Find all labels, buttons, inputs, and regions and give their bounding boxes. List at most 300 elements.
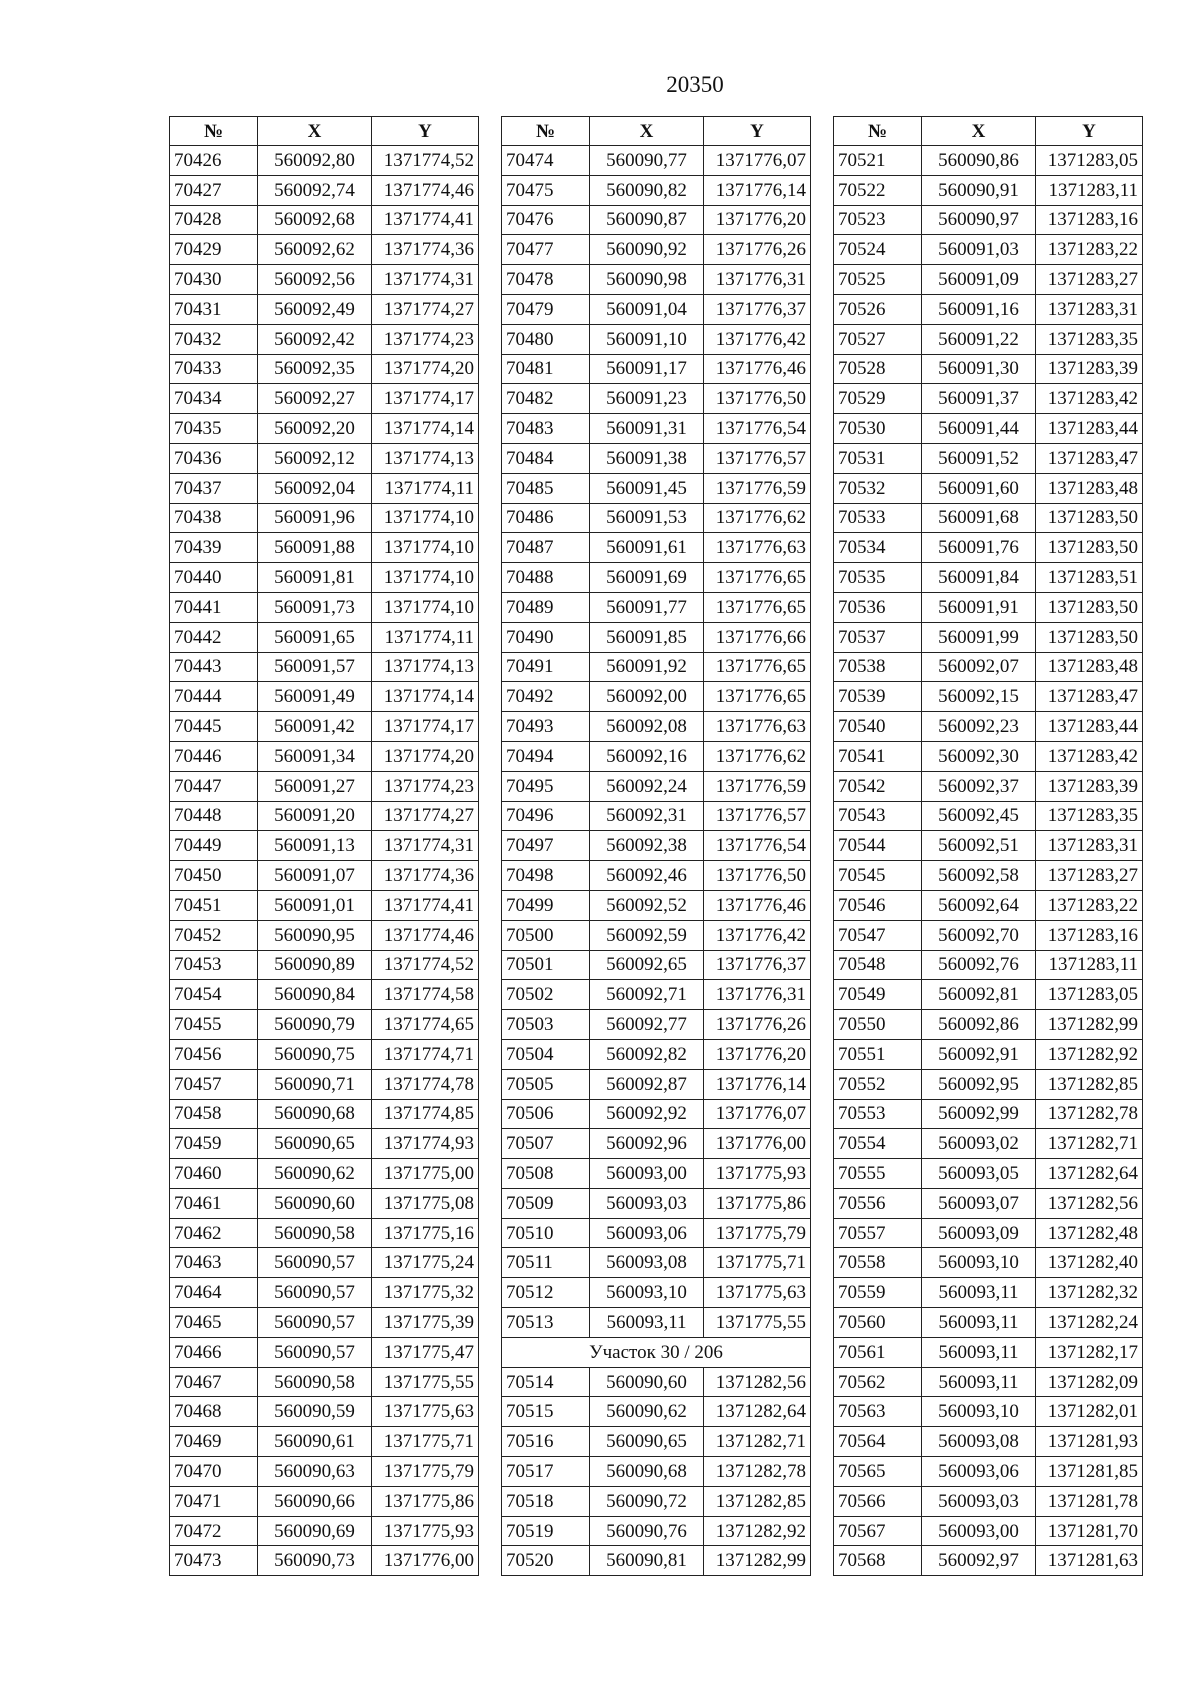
point-number-cell: 70557 (834, 1218, 922, 1248)
point-number-cell: 70540 (834, 712, 922, 742)
x-coordinate-cell: 560091,30 (922, 354, 1036, 384)
point-number-cell: 70532 (834, 473, 922, 503)
point-number-cell: 70478 (502, 265, 590, 295)
table-row (502, 831, 811, 861)
table-row (170, 1546, 479, 1576)
point-number-cell: 70466 (170, 1337, 258, 1367)
table-row (834, 1278, 1143, 1308)
table-row (502, 1188, 811, 1218)
y-coordinate-cell: 1371776,57 (704, 443, 811, 473)
y-coordinate-cell: 1371282,92 (704, 1516, 811, 1546)
table-row (170, 1516, 479, 1546)
x-coordinate-cell: 560092,59 (590, 920, 704, 950)
point-number-cell: 70435 (170, 414, 258, 444)
table-row (502, 1486, 811, 1516)
point-number-cell: 70568 (834, 1546, 922, 1576)
x-coordinate-cell: 560091,17 (590, 354, 704, 384)
y-coordinate-cell: 1371776,42 (704, 920, 811, 950)
y-coordinate-cell: 1371283,05 (1036, 980, 1143, 1010)
y-coordinate-cell: 1371776,62 (704, 741, 811, 771)
point-number-cell: 70501 (502, 950, 590, 980)
point-number-cell: 70449 (170, 831, 258, 861)
x-coordinate-cell: 560090,98 (590, 265, 704, 295)
table-row (170, 1278, 479, 1308)
point-number-cell: 70567 (834, 1516, 922, 1546)
table-row (502, 1129, 811, 1159)
y-coordinate-cell: 1371774,58 (372, 980, 479, 1010)
table-row (502, 533, 811, 563)
x-coordinate-cell: 560091,84 (922, 563, 1036, 593)
point-number-cell: 70531 (834, 443, 922, 473)
x-coordinate-cell: 560090,62 (590, 1397, 704, 1427)
y-coordinate-cell: 1371282,48 (1036, 1218, 1143, 1248)
y-coordinate-cell: 1371282,01 (1036, 1397, 1143, 1427)
point-number-cell: 70546 (834, 890, 922, 920)
coordinates-table-2 (501, 116, 811, 1576)
y-coordinate-cell: 1371776,50 (704, 861, 811, 891)
x-coordinate-cell: 560093,03 (922, 1486, 1036, 1516)
table-row (834, 980, 1143, 1010)
point-number-cell: 70465 (170, 1308, 258, 1338)
x-coordinate-cell: 560091,77 (590, 592, 704, 622)
y-coordinate-cell: 1371776,65 (704, 563, 811, 593)
table-row (170, 592, 479, 622)
y-coordinate-cell: 1371775,71 (372, 1427, 479, 1457)
table-row (170, 1069, 479, 1099)
y-coordinate-cell: 1371776,00 (704, 1129, 811, 1159)
section-label: Участок 30 / 206 (502, 1337, 811, 1367)
point-number-cell: 70541 (834, 741, 922, 771)
table-row (834, 1218, 1143, 1248)
y-coordinate-cell: 1371282,71 (704, 1427, 811, 1457)
table-row (502, 473, 811, 503)
y-coordinate-cell: 1371775,24 (372, 1248, 479, 1278)
table-row (834, 890, 1143, 920)
table-row (502, 175, 811, 205)
x-coordinate-cell: 560091,99 (922, 622, 1036, 652)
point-number-cell: 70440 (170, 563, 258, 593)
table-row (170, 920, 479, 950)
point-number-cell: 70508 (502, 1159, 590, 1189)
point-number-cell: 70511 (502, 1248, 590, 1278)
x-coordinate-cell: 560092,38 (590, 831, 704, 861)
point-number-cell: 70554 (834, 1129, 922, 1159)
x-coordinate-cell: 560092,97 (922, 1546, 1036, 1576)
table-row (170, 503, 479, 533)
point-number-cell: 70431 (170, 294, 258, 324)
point-number-cell: 70492 (502, 682, 590, 712)
point-number-cell: 70566 (834, 1486, 922, 1516)
y-coordinate-cell: 1371283,50 (1036, 533, 1143, 563)
point-number-cell: 70525 (834, 265, 922, 295)
y-coordinate-cell: 1371775,86 (704, 1188, 811, 1218)
x-coordinate-cell: 560093,06 (590, 1218, 704, 1248)
y-coordinate-cell: 1371776,26 (704, 1010, 811, 1040)
table-row (502, 1367, 811, 1397)
point-number-cell: 70526 (834, 294, 922, 324)
point-number-cell: 70528 (834, 354, 922, 384)
table-row (834, 861, 1143, 891)
x-coordinate-cell: 560092,71 (590, 980, 704, 1010)
point-number-cell: 70460 (170, 1159, 258, 1189)
table-row (834, 712, 1143, 742)
point-number-cell: 70497 (502, 831, 590, 861)
x-coordinate-cell: 560091,91 (922, 592, 1036, 622)
table-row (834, 563, 1143, 593)
x-coordinate-cell: 560092,58 (922, 861, 1036, 891)
point-number-cell: 70470 (170, 1457, 258, 1487)
point-number-cell: 70505 (502, 1069, 590, 1099)
x-coordinate-cell: 560091,01 (258, 890, 372, 920)
table-row (502, 146, 811, 176)
table-row (170, 980, 479, 1010)
x-coordinate-cell: 560091,73 (258, 592, 372, 622)
point-number-cell: 70452 (170, 920, 258, 950)
table-row (502, 1397, 811, 1427)
x-coordinate-cell: 560092,51 (922, 831, 1036, 861)
table-row (170, 205, 479, 235)
y-coordinate-cell: 1371282,85 (1036, 1069, 1143, 1099)
point-number-cell: 70461 (170, 1188, 258, 1218)
point-number-cell: 70562 (834, 1367, 922, 1397)
y-coordinate-cell: 1371283,05 (1036, 146, 1143, 176)
point-number-cell: 70506 (502, 1099, 590, 1129)
x-coordinate-cell: 560090,92 (590, 235, 704, 265)
x-coordinate-cell: 560092,81 (922, 980, 1036, 1010)
x-coordinate-cell: 560091,09 (922, 265, 1036, 295)
x-coordinate-cell: 560091,34 (258, 741, 372, 771)
x-coordinate-cell: 560090,58 (258, 1218, 372, 1248)
y-coordinate-cell: 1371281,78 (1036, 1486, 1143, 1516)
x-coordinate-cell: 560093,03 (590, 1188, 704, 1218)
x-coordinate-cell: 560091,03 (922, 235, 1036, 265)
point-number-cell: 70504 (502, 1039, 590, 1069)
table-row (834, 801, 1143, 831)
point-number-cell: 70485 (502, 473, 590, 503)
point-number-cell: 70467 (170, 1367, 258, 1397)
point-number-cell: 70432 (170, 324, 258, 354)
x-coordinate-cell: 560090,73 (258, 1546, 372, 1576)
x-coordinate-cell: 560090,57 (258, 1278, 372, 1308)
table-row (170, 146, 479, 176)
point-number-cell: 70439 (170, 533, 258, 563)
point-number-cell: 70522 (834, 175, 922, 205)
point-number-cell: 70519 (502, 1516, 590, 1546)
point-number-cell: 70454 (170, 980, 258, 1010)
point-number-cell: 70503 (502, 1010, 590, 1040)
x-coordinate-cell: 560091,88 (258, 533, 372, 563)
table-row (170, 1427, 479, 1457)
y-coordinate-cell: 1371282,85 (704, 1486, 811, 1516)
table-row (834, 1486, 1143, 1516)
table-row (170, 1188, 479, 1218)
x-coordinate-cell: 560093,06 (922, 1457, 1036, 1487)
y-coordinate-cell: 1371776,07 (704, 1099, 811, 1129)
table-row (834, 384, 1143, 414)
y-coordinate-cell: 1371281,85 (1036, 1457, 1143, 1487)
table-row (170, 771, 479, 801)
table-row (834, 741, 1143, 771)
point-number-cell: 70463 (170, 1248, 258, 1278)
x-coordinate-cell: 560092,04 (258, 473, 372, 503)
x-coordinate-cell: 560090,84 (258, 980, 372, 1010)
x-coordinate-cell: 560093,00 (590, 1159, 704, 1189)
point-number-cell: 70536 (834, 592, 922, 622)
y-coordinate-cell: 1371283,11 (1036, 950, 1143, 980)
point-number-cell: 70475 (502, 175, 590, 205)
x-coordinate-cell: 560090,72 (590, 1486, 704, 1516)
x-coordinate-cell: 560092,23 (922, 712, 1036, 742)
y-coordinate-cell: 1371774,93 (372, 1129, 479, 1159)
point-number-cell: 70479 (502, 294, 590, 324)
y-coordinate-cell: 1371775,39 (372, 1308, 479, 1338)
point-number-cell: 70565 (834, 1457, 922, 1487)
x-coordinate-cell: 560092,08 (590, 712, 704, 742)
y-coordinate-cell: 1371774,36 (372, 861, 479, 891)
y-coordinate-cell: 1371776,31 (704, 980, 811, 1010)
y-coordinate-cell: 1371283,50 (1036, 592, 1143, 622)
table-row (170, 712, 479, 742)
table-row (502, 771, 811, 801)
point-number-cell: 70473 (170, 1546, 258, 1576)
x-coordinate-cell: 560090,59 (258, 1397, 372, 1427)
table-row (502, 980, 811, 1010)
table-row (502, 920, 811, 950)
x-coordinate-cell: 560092,07 (922, 652, 1036, 682)
point-number-cell: 70446 (170, 741, 258, 771)
table-row (834, 1159, 1143, 1189)
point-number-cell: 70448 (170, 801, 258, 831)
table-row (502, 1457, 811, 1487)
x-coordinate-cell: 560092,31 (590, 801, 704, 831)
point-number-cell: 70559 (834, 1278, 922, 1308)
table-row (502, 890, 811, 920)
table-row (834, 533, 1143, 563)
coordinates-table-1 (169, 116, 479, 1576)
x-coordinate-cell: 560090,75 (258, 1039, 372, 1069)
x-coordinate-cell: 560090,81 (590, 1546, 704, 1576)
y-coordinate-cell: 1371776,59 (704, 473, 811, 503)
point-number-cell: 70472 (170, 1516, 258, 1546)
table-row (170, 533, 479, 563)
y-coordinate-cell: 1371776,20 (704, 205, 811, 235)
y-coordinate-cell: 1371774,10 (372, 533, 479, 563)
table-row (502, 1308, 811, 1338)
y-coordinate-cell: 1371776,57 (704, 801, 811, 831)
point-number-cell: 70539 (834, 682, 922, 712)
table-row (834, 1397, 1143, 1427)
y-coordinate-cell: 1371776,54 (704, 831, 811, 861)
x-coordinate-cell: 560092,91 (922, 1039, 1036, 1069)
x-coordinate-cell: 560091,61 (590, 533, 704, 563)
y-coordinate-cell: 1371283,44 (1036, 414, 1143, 444)
x-coordinate-cell: 560090,57 (258, 1248, 372, 1278)
x-coordinate-cell: 560092,87 (590, 1069, 704, 1099)
y-coordinate-cell: 1371775,79 (372, 1457, 479, 1487)
header-x: X (922, 117, 1036, 146)
y-coordinate-cell: 1371776,37 (704, 950, 811, 980)
table-row (834, 831, 1143, 861)
y-coordinate-cell: 1371776,63 (704, 533, 811, 563)
point-number-cell: 70535 (834, 563, 922, 593)
x-coordinate-cell: 560091,16 (922, 294, 1036, 324)
point-number-cell: 70428 (170, 205, 258, 235)
y-coordinate-cell: 1371774,36 (372, 235, 479, 265)
y-coordinate-cell: 1371774,71 (372, 1039, 479, 1069)
y-coordinate-cell: 1371774,14 (372, 414, 479, 444)
x-coordinate-cell: 560093,02 (922, 1129, 1036, 1159)
point-number-cell: 70483 (502, 414, 590, 444)
x-coordinate-cell: 560093,11 (922, 1278, 1036, 1308)
y-coordinate-cell: 1371774,20 (372, 741, 479, 771)
point-number-cell: 70471 (170, 1486, 258, 1516)
x-coordinate-cell: 560090,95 (258, 920, 372, 950)
y-coordinate-cell: 1371774,27 (372, 294, 479, 324)
header-x: X (590, 117, 704, 146)
y-coordinate-cell: 1371774,41 (372, 890, 479, 920)
y-coordinate-cell: 1371776,14 (704, 1069, 811, 1099)
point-number-cell: 70545 (834, 861, 922, 891)
point-number-cell: 70547 (834, 920, 922, 950)
point-number-cell: 70521 (834, 146, 922, 176)
header-number: № (170, 117, 258, 146)
x-coordinate-cell: 560091,53 (590, 503, 704, 533)
y-coordinate-cell: 1371283,27 (1036, 861, 1143, 891)
y-coordinate-cell: 1371283,39 (1036, 354, 1143, 384)
point-number-cell: 70510 (502, 1218, 590, 1248)
table-row (170, 473, 479, 503)
table-row (170, 890, 479, 920)
table-row (502, 414, 811, 444)
table-row (170, 1397, 479, 1427)
point-number-cell: 70481 (502, 354, 590, 384)
point-number-cell: 70494 (502, 741, 590, 771)
x-coordinate-cell: 560092,35 (258, 354, 372, 384)
y-coordinate-cell: 1371775,79 (704, 1218, 811, 1248)
point-number-cell: 70447 (170, 771, 258, 801)
table-row (170, 384, 479, 414)
point-number-cell: 70426 (170, 146, 258, 176)
table-row (834, 443, 1143, 473)
table-row (834, 294, 1143, 324)
y-coordinate-cell: 1371283,47 (1036, 682, 1143, 712)
y-coordinate-cell: 1371774,17 (372, 384, 479, 414)
x-coordinate-cell: 560090,86 (922, 146, 1036, 176)
y-coordinate-cell: 1371283,50 (1036, 622, 1143, 652)
point-number-cell: 70458 (170, 1099, 258, 1129)
table-row (834, 1129, 1143, 1159)
y-coordinate-cell: 1371283,47 (1036, 443, 1143, 473)
point-number-cell: 70488 (502, 563, 590, 593)
y-coordinate-cell: 1371774,13 (372, 443, 479, 473)
table-row (834, 205, 1143, 235)
y-coordinate-cell: 1371774,78 (372, 1069, 479, 1099)
point-number-cell: 70561 (834, 1337, 922, 1367)
x-coordinate-cell: 560093,11 (590, 1308, 704, 1338)
x-coordinate-cell: 560090,60 (258, 1188, 372, 1218)
y-coordinate-cell: 1371283,51 (1036, 563, 1143, 593)
x-coordinate-cell: 560091,52 (922, 443, 1036, 473)
x-coordinate-cell: 560092,68 (258, 205, 372, 235)
y-coordinate-cell: 1371776,50 (704, 384, 811, 414)
y-coordinate-cell: 1371281,70 (1036, 1516, 1143, 1546)
y-coordinate-cell: 1371282,78 (704, 1457, 811, 1487)
y-coordinate-cell: 1371283,42 (1036, 384, 1143, 414)
table-row (502, 622, 811, 652)
point-number-cell: 70556 (834, 1188, 922, 1218)
page-number: 20350 (666, 72, 724, 97)
x-coordinate-cell: 560093,11 (922, 1308, 1036, 1338)
table-row (502, 741, 811, 771)
y-coordinate-cell: 1371774,23 (372, 771, 479, 801)
y-coordinate-cell: 1371776,46 (704, 890, 811, 920)
table-row (834, 1248, 1143, 1278)
y-coordinate-cell: 1371282,32 (1036, 1278, 1143, 1308)
y-coordinate-cell: 1371283,31 (1036, 294, 1143, 324)
y-coordinate-cell: 1371282,92 (1036, 1039, 1143, 1069)
table-row (502, 652, 811, 682)
point-number-cell: 70534 (834, 533, 922, 563)
point-number-cell: 70527 (834, 324, 922, 354)
table-row (170, 443, 479, 473)
table-row (834, 146, 1143, 176)
table-row (834, 682, 1143, 712)
x-coordinate-cell: 560092,49 (258, 294, 372, 324)
point-number-cell: 70469 (170, 1427, 258, 1457)
table-row (834, 1308, 1143, 1338)
y-coordinate-cell: 1371282,78 (1036, 1099, 1143, 1129)
point-number-cell: 70486 (502, 503, 590, 533)
point-number-cell: 70533 (834, 503, 922, 533)
x-coordinate-cell: 560091,23 (590, 384, 704, 414)
table-row (834, 324, 1143, 354)
x-coordinate-cell: 560090,62 (258, 1159, 372, 1189)
point-number-cell: 70436 (170, 443, 258, 473)
table-row (834, 1367, 1143, 1397)
x-coordinate-cell: 560092,80 (258, 146, 372, 176)
table-row (502, 1099, 811, 1129)
point-number-cell: 70476 (502, 205, 590, 235)
y-coordinate-cell: 1371774,10 (372, 503, 479, 533)
table-row (834, 1069, 1143, 1099)
table-row (834, 1188, 1143, 1218)
point-number-cell: 70464 (170, 1278, 258, 1308)
x-coordinate-cell: 560091,45 (590, 473, 704, 503)
table-row (170, 1159, 479, 1189)
x-coordinate-cell: 560091,69 (590, 563, 704, 593)
table-row (834, 1427, 1143, 1457)
point-number-cell: 70451 (170, 890, 258, 920)
y-coordinate-cell: 1371774,41 (372, 205, 479, 235)
point-number-cell: 70474 (502, 146, 590, 176)
point-number-cell: 70524 (834, 235, 922, 265)
point-number-cell: 70520 (502, 1546, 590, 1576)
x-coordinate-cell: 560090,89 (258, 950, 372, 980)
point-number-cell: 70444 (170, 682, 258, 712)
point-number-cell: 70430 (170, 265, 258, 295)
table-row (170, 801, 479, 831)
point-number-cell: 70495 (502, 771, 590, 801)
table-row (170, 1039, 479, 1069)
table-row (502, 1427, 811, 1457)
y-coordinate-cell: 1371775,55 (704, 1308, 811, 1338)
x-coordinate-cell: 560091,65 (258, 622, 372, 652)
table-row (170, 1457, 479, 1487)
x-coordinate-cell: 560090,91 (922, 175, 1036, 205)
table-row (502, 1516, 811, 1546)
header-x: X (258, 117, 372, 146)
table-row (834, 1010, 1143, 1040)
